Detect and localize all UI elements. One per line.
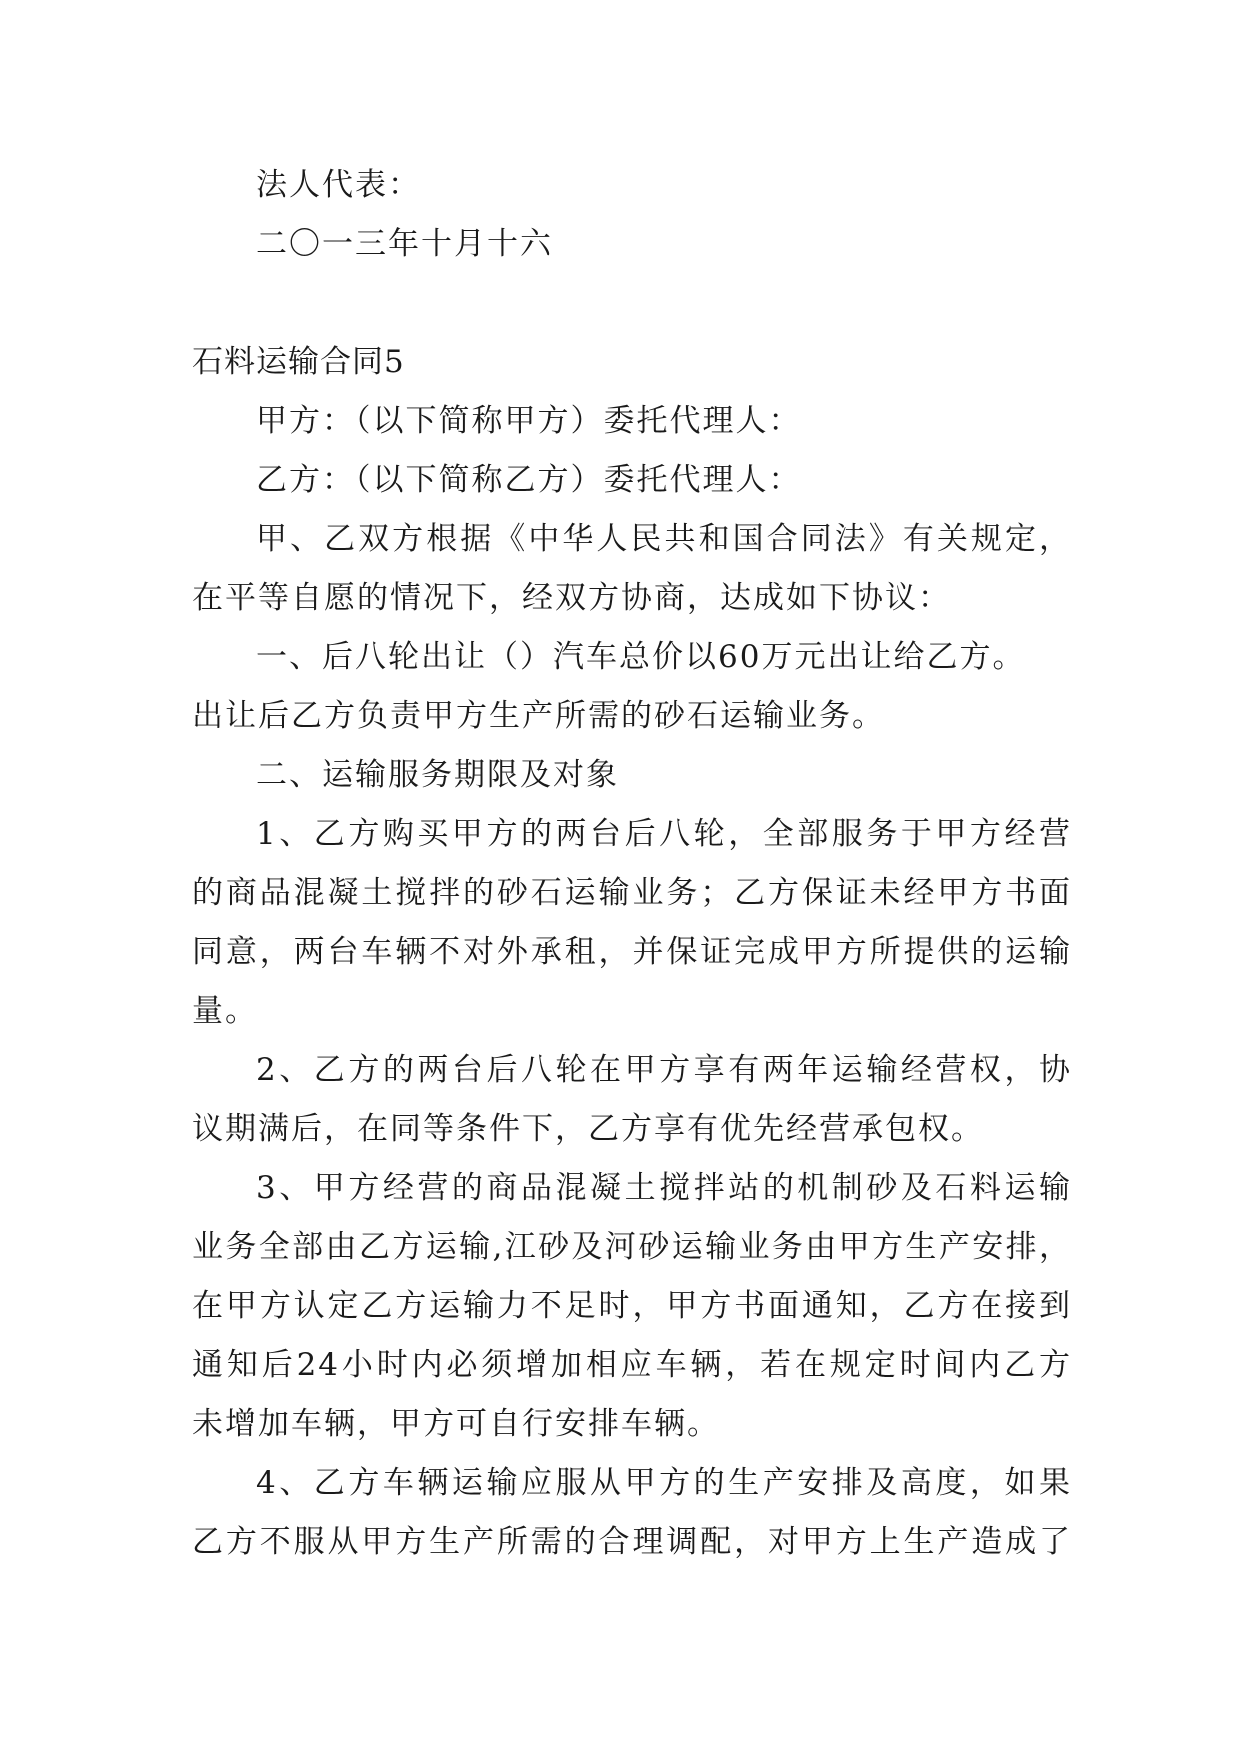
signature-date: 二〇一三年十月十六 (256, 226, 553, 262)
item-1-line-3: 同意，两台车辆不对外承租，并保证完成甲方所提供的运输 (192, 934, 1072, 970)
contract-title: 石料运输合同5 (192, 344, 405, 380)
item-2-line-2: 议期满后，在同等条件下，乙方享有优先经营承包权。 (192, 1111, 984, 1147)
clause-1-line-1: 一、后八轮出让（）汽车总价以60万元出让给乙方。 (256, 639, 1026, 675)
item-3-line-4: 通知后24小时内必须增加相应车辆，若在规定时间内乙方 (192, 1347, 1072, 1383)
item-3-line-5: 未增加车辆，甲方可自行安排车辆。 (192, 1406, 720, 1442)
item-1-line-1: 1、乙方购买甲方的两台后八轮，全部服务于甲方经营 (256, 816, 1072, 852)
item-2-line-1: 2、乙方的两台后八轮在甲方享有两年运输经营权，协 (256, 1052, 1072, 1088)
clause-2-heading: 二、运输服务期限及对象 (256, 757, 619, 793)
intro-line-2: 在平等自愿的情况下，经双方协商，达成如下协议： (192, 580, 951, 616)
item-3-line-2: 业务全部由乙方运输,江砂及河砂运输业务由甲方生产安排， (192, 1229, 1072, 1265)
item-4-line-1: 4、乙方车辆运输应服从甲方的生产安排及高度，如果 (256, 1465, 1072, 1501)
item-3-line-1: 3、甲方经营的商品混凝土搅拌站的机制砂及石料运输 (256, 1170, 1072, 1206)
item-4-line-2: 乙方不服从甲方生产所需的合理调配，对甲方上生产造成了 (192, 1524, 1072, 1560)
party-b-line: 乙方：（以下简称乙方）委托代理人： (256, 462, 802, 498)
item-1-line-2: 的商品混凝土搅拌的砂石运输业务；乙方保证未经甲方书面 (192, 875, 1072, 911)
item-3-line-3: 在甲方认定乙方运输力不足时，甲方书面通知，乙方在接到 (192, 1288, 1072, 1324)
intro-line-1: 甲、乙双方根据《中华人民共和国合同法》有关规定， (256, 521, 1072, 557)
party-a-line: 甲方：（以下简称甲方）委托代理人： (256, 403, 802, 439)
signature-representative: 法人代表： (256, 167, 421, 203)
item-1-line-4: 量。 (192, 993, 258, 1029)
clause-1-line-2: 出让后乙方负责甲方生产所需的砂石运输业务。 (192, 698, 885, 734)
